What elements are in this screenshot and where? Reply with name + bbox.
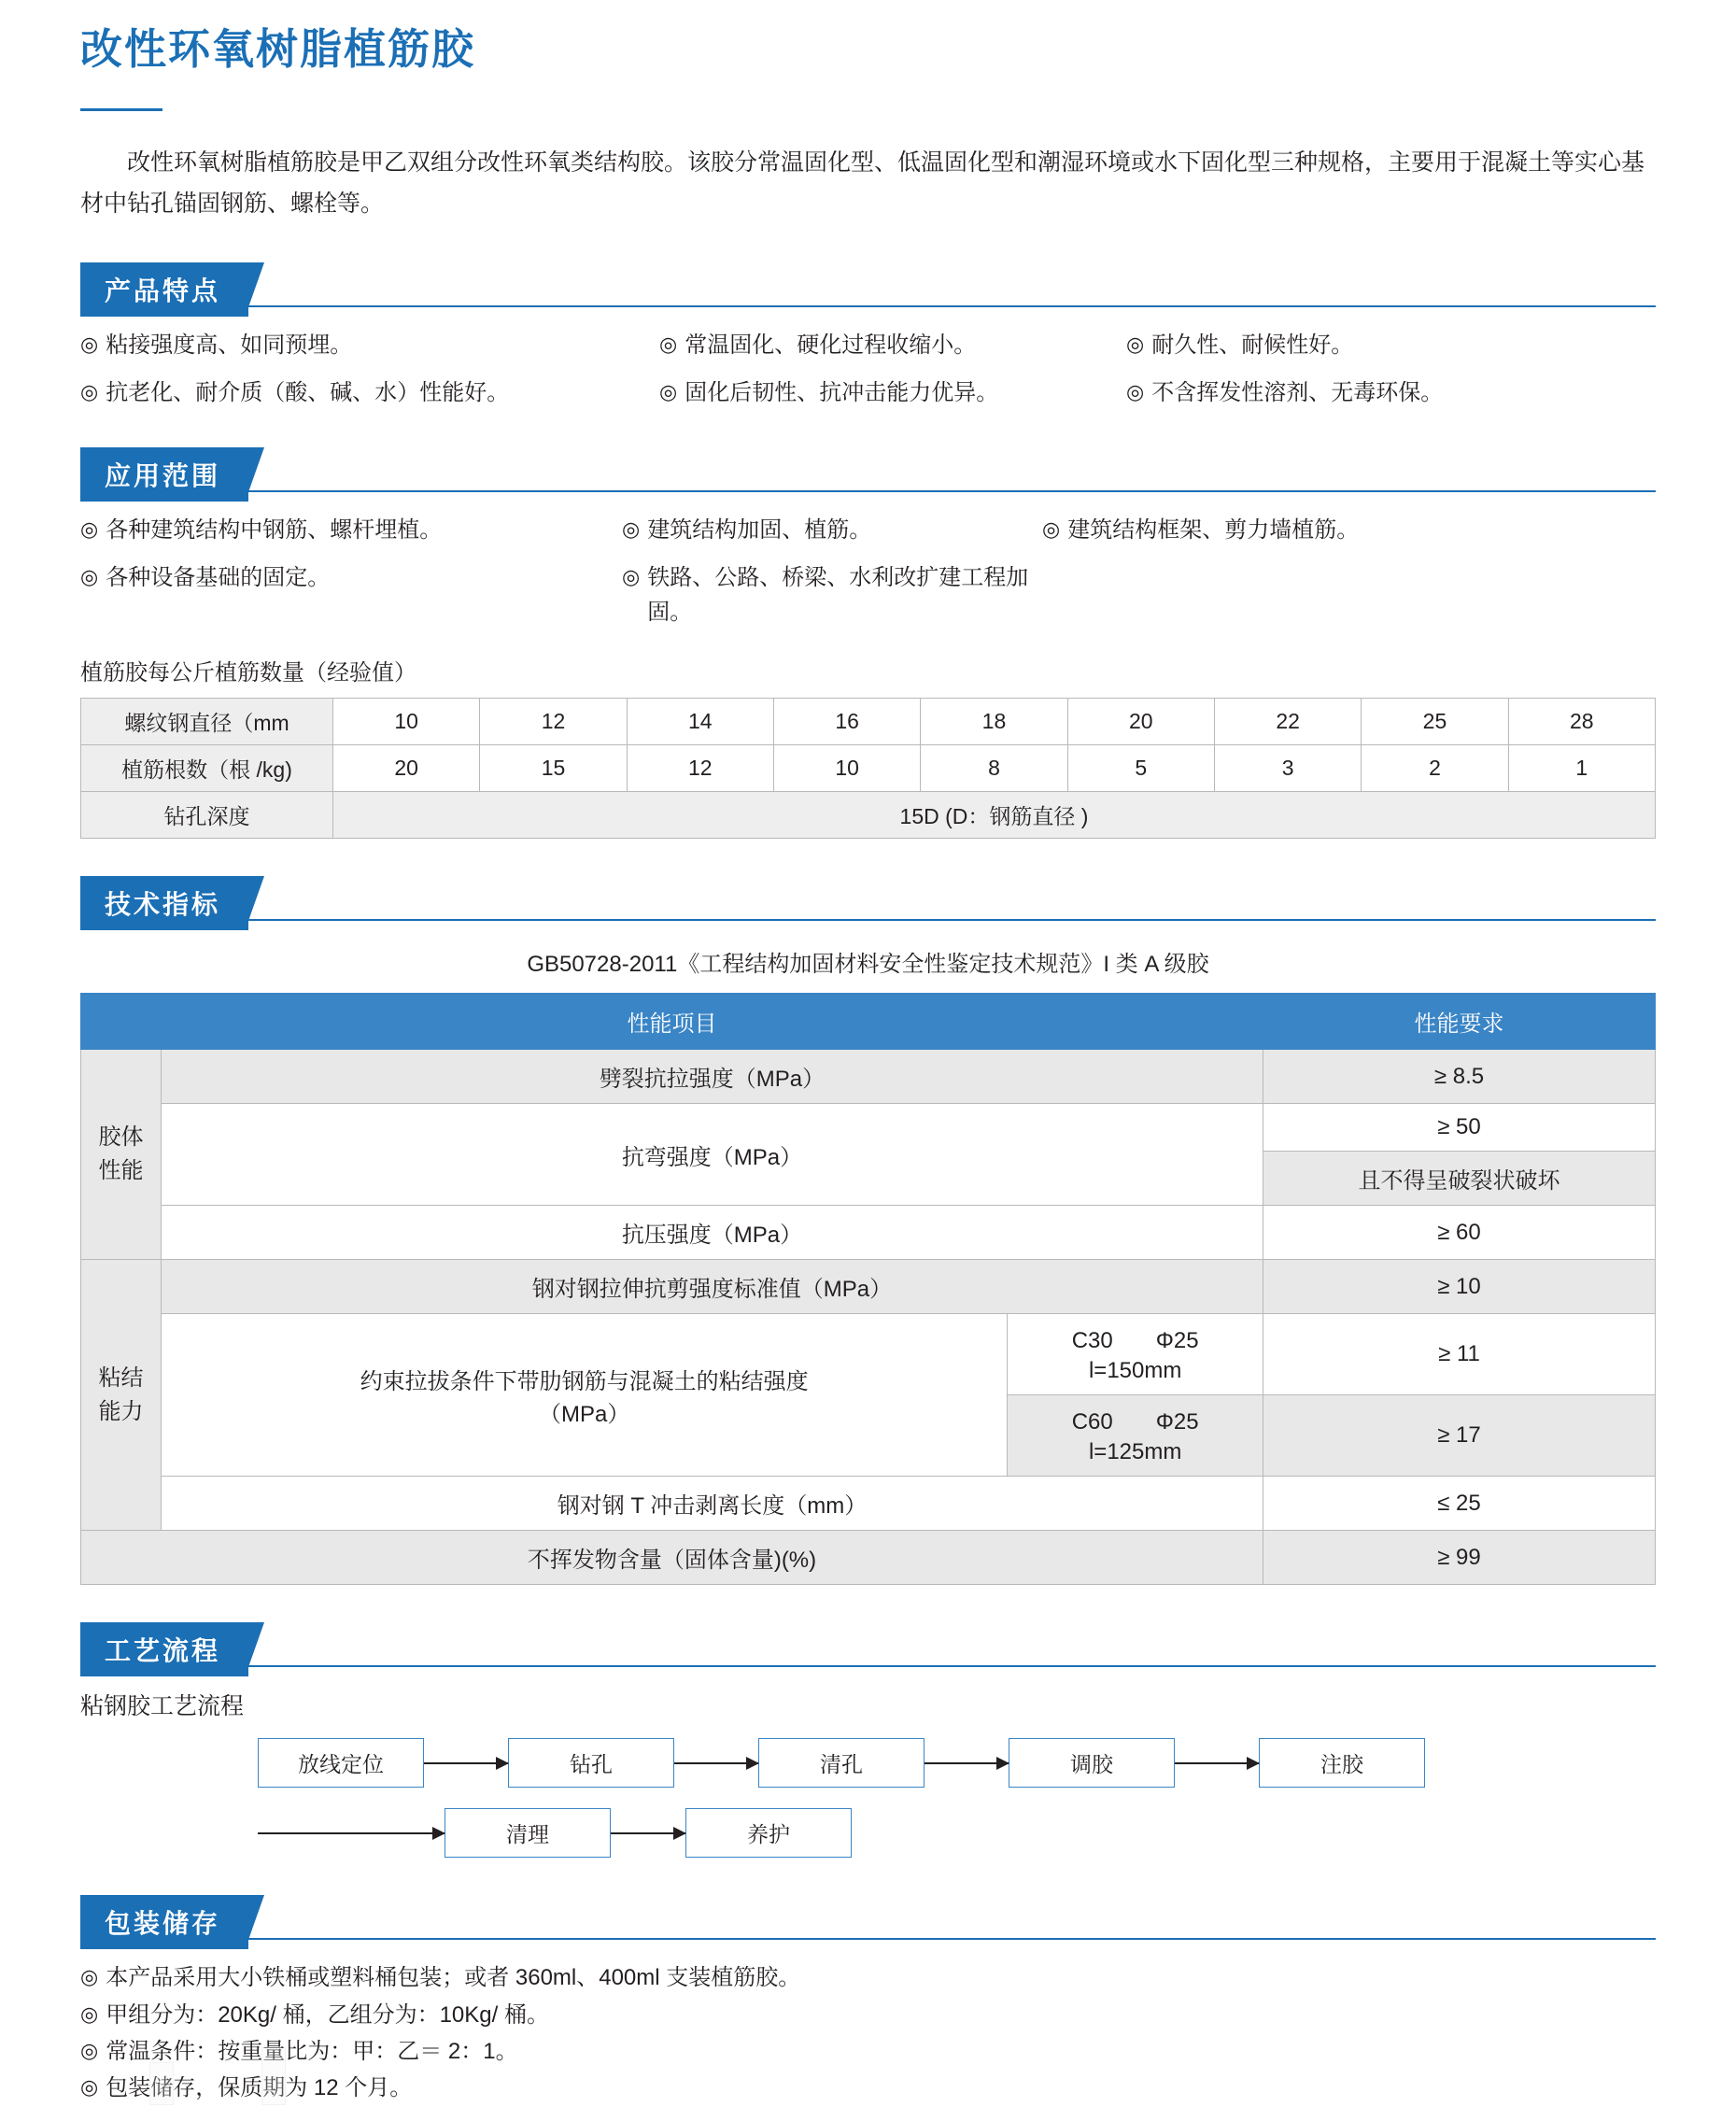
list-item-label: 各种建筑结构中钢筋、螺杆埋植。 [106, 516, 443, 543]
bullet-icon: ◎ [80, 1965, 99, 1989]
list-item [80, 513, 622, 547]
embedment-length: l=150mm [1088, 1358, 1182, 1384]
list-item [80, 1960, 1656, 1995]
table-cell: 25 [1362, 699, 1508, 745]
arrow-icon [258, 1832, 445, 1834]
section-header-application [80, 447, 1656, 492]
section-rule [80, 919, 1656, 921]
flow-step: 放线定位 [258, 1738, 424, 1788]
section-rule [80, 305, 1656, 307]
list-item-label: 包装储存，保质期为 12 个月。 [106, 2075, 413, 2100]
table-row [81, 745, 1656, 792]
list-item-label: 建筑结构框架、剪力墙植筋。 [1067, 516, 1360, 543]
bullet-icon: ◎ [80, 2001, 99, 2026]
table-cell: 10 [773, 745, 920, 792]
section-title-application: 应用范围 [80, 447, 248, 502]
flow-step: 调胶 [1009, 1738, 1175, 1788]
table-cell: 10 [333, 699, 480, 745]
group-label-line2: 能力 [98, 1398, 144, 1424]
list-item [1126, 375, 1656, 410]
bullet-icon: ◎ [80, 565, 99, 589]
table-cell-item: 抗弯强度（MPa） [162, 1104, 1263, 1206]
table-row [81, 1050, 1656, 1104]
table-cell: 20 [1067, 699, 1214, 745]
table-cell: 20 [333, 745, 480, 792]
list-item [80, 560, 622, 629]
group-label-adhesive-body [81, 1050, 162, 1260]
bullet-icon: ◎ [80, 516, 99, 541]
bullet-icon: ◎ [80, 379, 99, 403]
table-cell-requirement: ≤ 25 [1263, 1477, 1656, 1531]
table-cell: 2 [1362, 745, 1508, 792]
table-cell: 28 [1508, 699, 1655, 745]
list-item-label: 抗老化、耐介质（酸、碱、水）性能好。 [106, 379, 510, 405]
section-header-technical [80, 876, 1656, 921]
table-cell-requirement: ≥ 11 [1263, 1314, 1656, 1395]
section-title-technical: 技术指标 [80, 876, 248, 930]
table-cell-requirement: ≥ 10 [1263, 1260, 1656, 1314]
list-item-label: 耐久性、耐候性好。 [1151, 332, 1354, 358]
table-cell-subcondition-c60 [1008, 1395, 1263, 1477]
concrete-grade: C30 [1071, 1328, 1113, 1354]
flow-step: 钻孔 [508, 1738, 674, 1788]
group-label-line2: 性能 [98, 1158, 144, 1184]
group-label-bond-capacity [81, 1260, 162, 1531]
table-cell-depth-value: 15D (D：钢筋直径 ) [333, 792, 1656, 839]
list-item-label: 常温固化、硬化过程收缩小。 [685, 332, 977, 358]
rebar-table-caption: 植筋胶每公斤植筋数量（经验值） [80, 660, 416, 686]
column-header-item: 性能项目 [81, 994, 1263, 1050]
table-cell: 16 [773, 699, 920, 745]
table-cell: 22 [1214, 699, 1361, 745]
item-line2: （MPa） [538, 1401, 630, 1427]
section-title-packing: 包装储存 [80, 1895, 248, 1949]
list-item [622, 513, 1042, 547]
table-cell: 1 [1508, 745, 1655, 792]
table-row [81, 1314, 1656, 1395]
list-item-label: 本产品采用大小铁桶或塑料桶包装；或者 360ml、400ml 支装植筋胶。 [106, 1965, 801, 1991]
arrow-icon [611, 1832, 685, 1834]
table-row [81, 699, 1656, 745]
list-item-label: 铁路、公路、桥梁、水利改扩建工程加固。 [647, 565, 1029, 626]
arrow-icon [674, 1762, 758, 1764]
table-cell-item: 不挥发物含量（固体含量)(%) [81, 1531, 1263, 1585]
list-item [80, 328, 659, 362]
arrow-icon [924, 1762, 1009, 1764]
bullet-icon: ◎ [659, 379, 678, 403]
list-item-label: 不含挥发性溶剂、无毒环保。 [1151, 379, 1444, 405]
arrow-icon [424, 1762, 508, 1764]
bullet-icon: ◎ [1042, 516, 1061, 541]
table-cell-item: 劈裂抗拉强度（MPa） [162, 1050, 1263, 1104]
flow-diagram [80, 1738, 1656, 1858]
bullet-icon: ◎ [1126, 332, 1145, 356]
table-cell-requirement-note: 且不得呈破裂状破坏 [1263, 1152, 1656, 1206]
table-row [81, 1260, 1656, 1314]
rebar-quantity-table [80, 698, 1656, 839]
list-item [80, 375, 659, 410]
rebar-diameter: Φ25 [1155, 1409, 1199, 1435]
rebar-diameter: Φ25 [1155, 1328, 1199, 1354]
section-title-process: 工艺流程 [80, 1622, 248, 1676]
bullet-icon: ◎ [622, 565, 641, 589]
intro-paragraph: 改性环氧树脂植筋胶是甲乙双组分改性环氧类结构胶。该胶分常温固化型、低温固化型和潮湿环境或水下固化型三种规格，主要用于混凝土等实心基材中钻孔锚固钢筋、螺栓等。 [80, 149, 1645, 217]
flow-row-1 [258, 1738, 1656, 1788]
list-item-label: 粘接强度高、如同预埋。 [106, 332, 353, 358]
table-cell-item: 钢对钢拉伸抗剪强度标准值（MPa） [162, 1260, 1263, 1314]
section-header-process [80, 1622, 1656, 1667]
group-label-line1: 粘结 [98, 1365, 144, 1391]
table-cell-requirement: ≥ 99 [1263, 1531, 1656, 1585]
section-header-packing [80, 1895, 1656, 1940]
table-cell: 14 [627, 699, 773, 745]
table-cell-requirement: ≥ 17 [1263, 1395, 1656, 1477]
section-title-features: 产品特点 [80, 262, 248, 317]
list-item [622, 560, 1042, 629]
list-item [80, 2071, 1656, 2105]
technical-specification-table [80, 993, 1656, 1585]
flow-row-2 [258, 1808, 1656, 1858]
concrete-grade: C60 [1071, 1409, 1113, 1435]
list-item-label: 固化后韧性、抗冲击能力优异。 [685, 379, 999, 405]
page-title: 改性环氧树脂植筋胶 [80, 25, 476, 73]
table-cell-subcondition-c30 [1008, 1314, 1263, 1395]
bullet-icon: ◎ [1126, 379, 1145, 403]
group-label-line1: 胶体 [98, 1124, 144, 1151]
table-cell-item: 抗压强度（MPa） [162, 1206, 1263, 1260]
item-line1: 约束拉拔条件下带肋钢筋与混凝土的粘结强度 [360, 1368, 809, 1394]
arrow-icon [1175, 1762, 1259, 1764]
section-rule [80, 490, 1656, 492]
application-list [80, 513, 1656, 630]
table-cell-item: 钢对钢 T 冲击剥离长度（mm） [162, 1477, 1263, 1531]
standard-note: GB50728-2011《工程结构加固材料安全性鉴定技术规范》I 类 A 级胶 [527, 952, 1209, 978]
table-row [81, 1477, 1656, 1531]
table-cell-requirement: ≥ 50 [1263, 1104, 1656, 1152]
section-rule [80, 1938, 1656, 1940]
table-cell: 18 [921, 699, 1067, 745]
flow-diagram-title: 粘钢胶工艺流程 [80, 1693, 245, 1720]
table-header-row [81, 994, 1656, 1050]
table-cell: 15 [480, 745, 627, 792]
table-cell-requirement: ≥ 8.5 [1263, 1050, 1656, 1104]
list-item-label: 甲组分为：20Kg/ 桶，乙组分为：10Kg/ 桶。 [106, 2001, 549, 2028]
list-item-label: 常温条件：按重量比为：甲：乙＝ 2：1。 [106, 2038, 518, 2064]
row-header-diameter: 螺纹钢直径（mm [81, 699, 333, 745]
flow-step: 养护 [685, 1808, 852, 1858]
list-item [659, 328, 1126, 362]
list-item [80, 1998, 1656, 2032]
table-cell-item [162, 1314, 1008, 1477]
bullet-icon: ◎ [80, 2038, 99, 2062]
list-item [1126, 328, 1656, 362]
table-cell: 8 [921, 745, 1067, 792]
table-row [81, 1206, 1656, 1260]
bullet-icon: ◎ [622, 516, 641, 541]
section-header-features [80, 262, 1656, 307]
column-header-requirement: 性能要求 [1263, 994, 1656, 1050]
bullet-icon: ◎ [80, 332, 99, 356]
flow-step: 注胶 [1259, 1738, 1425, 1788]
table-row [81, 1104, 1656, 1152]
table-cell: 3 [1214, 745, 1361, 792]
list-item [1042, 513, 1656, 547]
list-item [659, 375, 1126, 410]
list-item-label: 各种设备基础的固定。 [106, 565, 331, 591]
packing-list [80, 1960, 1656, 2105]
row-header-count: 植筋根数（根 /kg) [81, 745, 333, 792]
section-rule [80, 1665, 1656, 1667]
flow-step: 清理 [445, 1808, 611, 1858]
table-cell-requirement: ≥ 60 [1263, 1206, 1656, 1260]
table-row [81, 1531, 1656, 1585]
bullet-icon: ◎ [80, 2075, 99, 2099]
bullet-icon: ◎ [659, 332, 678, 356]
row-header-depth: 钻孔深度 [81, 792, 333, 839]
flow-step: 清孔 [758, 1738, 924, 1788]
embedment-length: l=125mm [1088, 1439, 1182, 1465]
table-row [81, 792, 1656, 839]
features-list [80, 328, 1656, 410]
list-item [80, 2034, 1656, 2069]
title-underline [80, 108, 162, 111]
table-cell: 12 [480, 699, 627, 745]
table-cell: 12 [627, 745, 773, 792]
list-item-label: 建筑结构加固、植筋。 [647, 516, 872, 543]
table-cell: 5 [1067, 745, 1214, 792]
